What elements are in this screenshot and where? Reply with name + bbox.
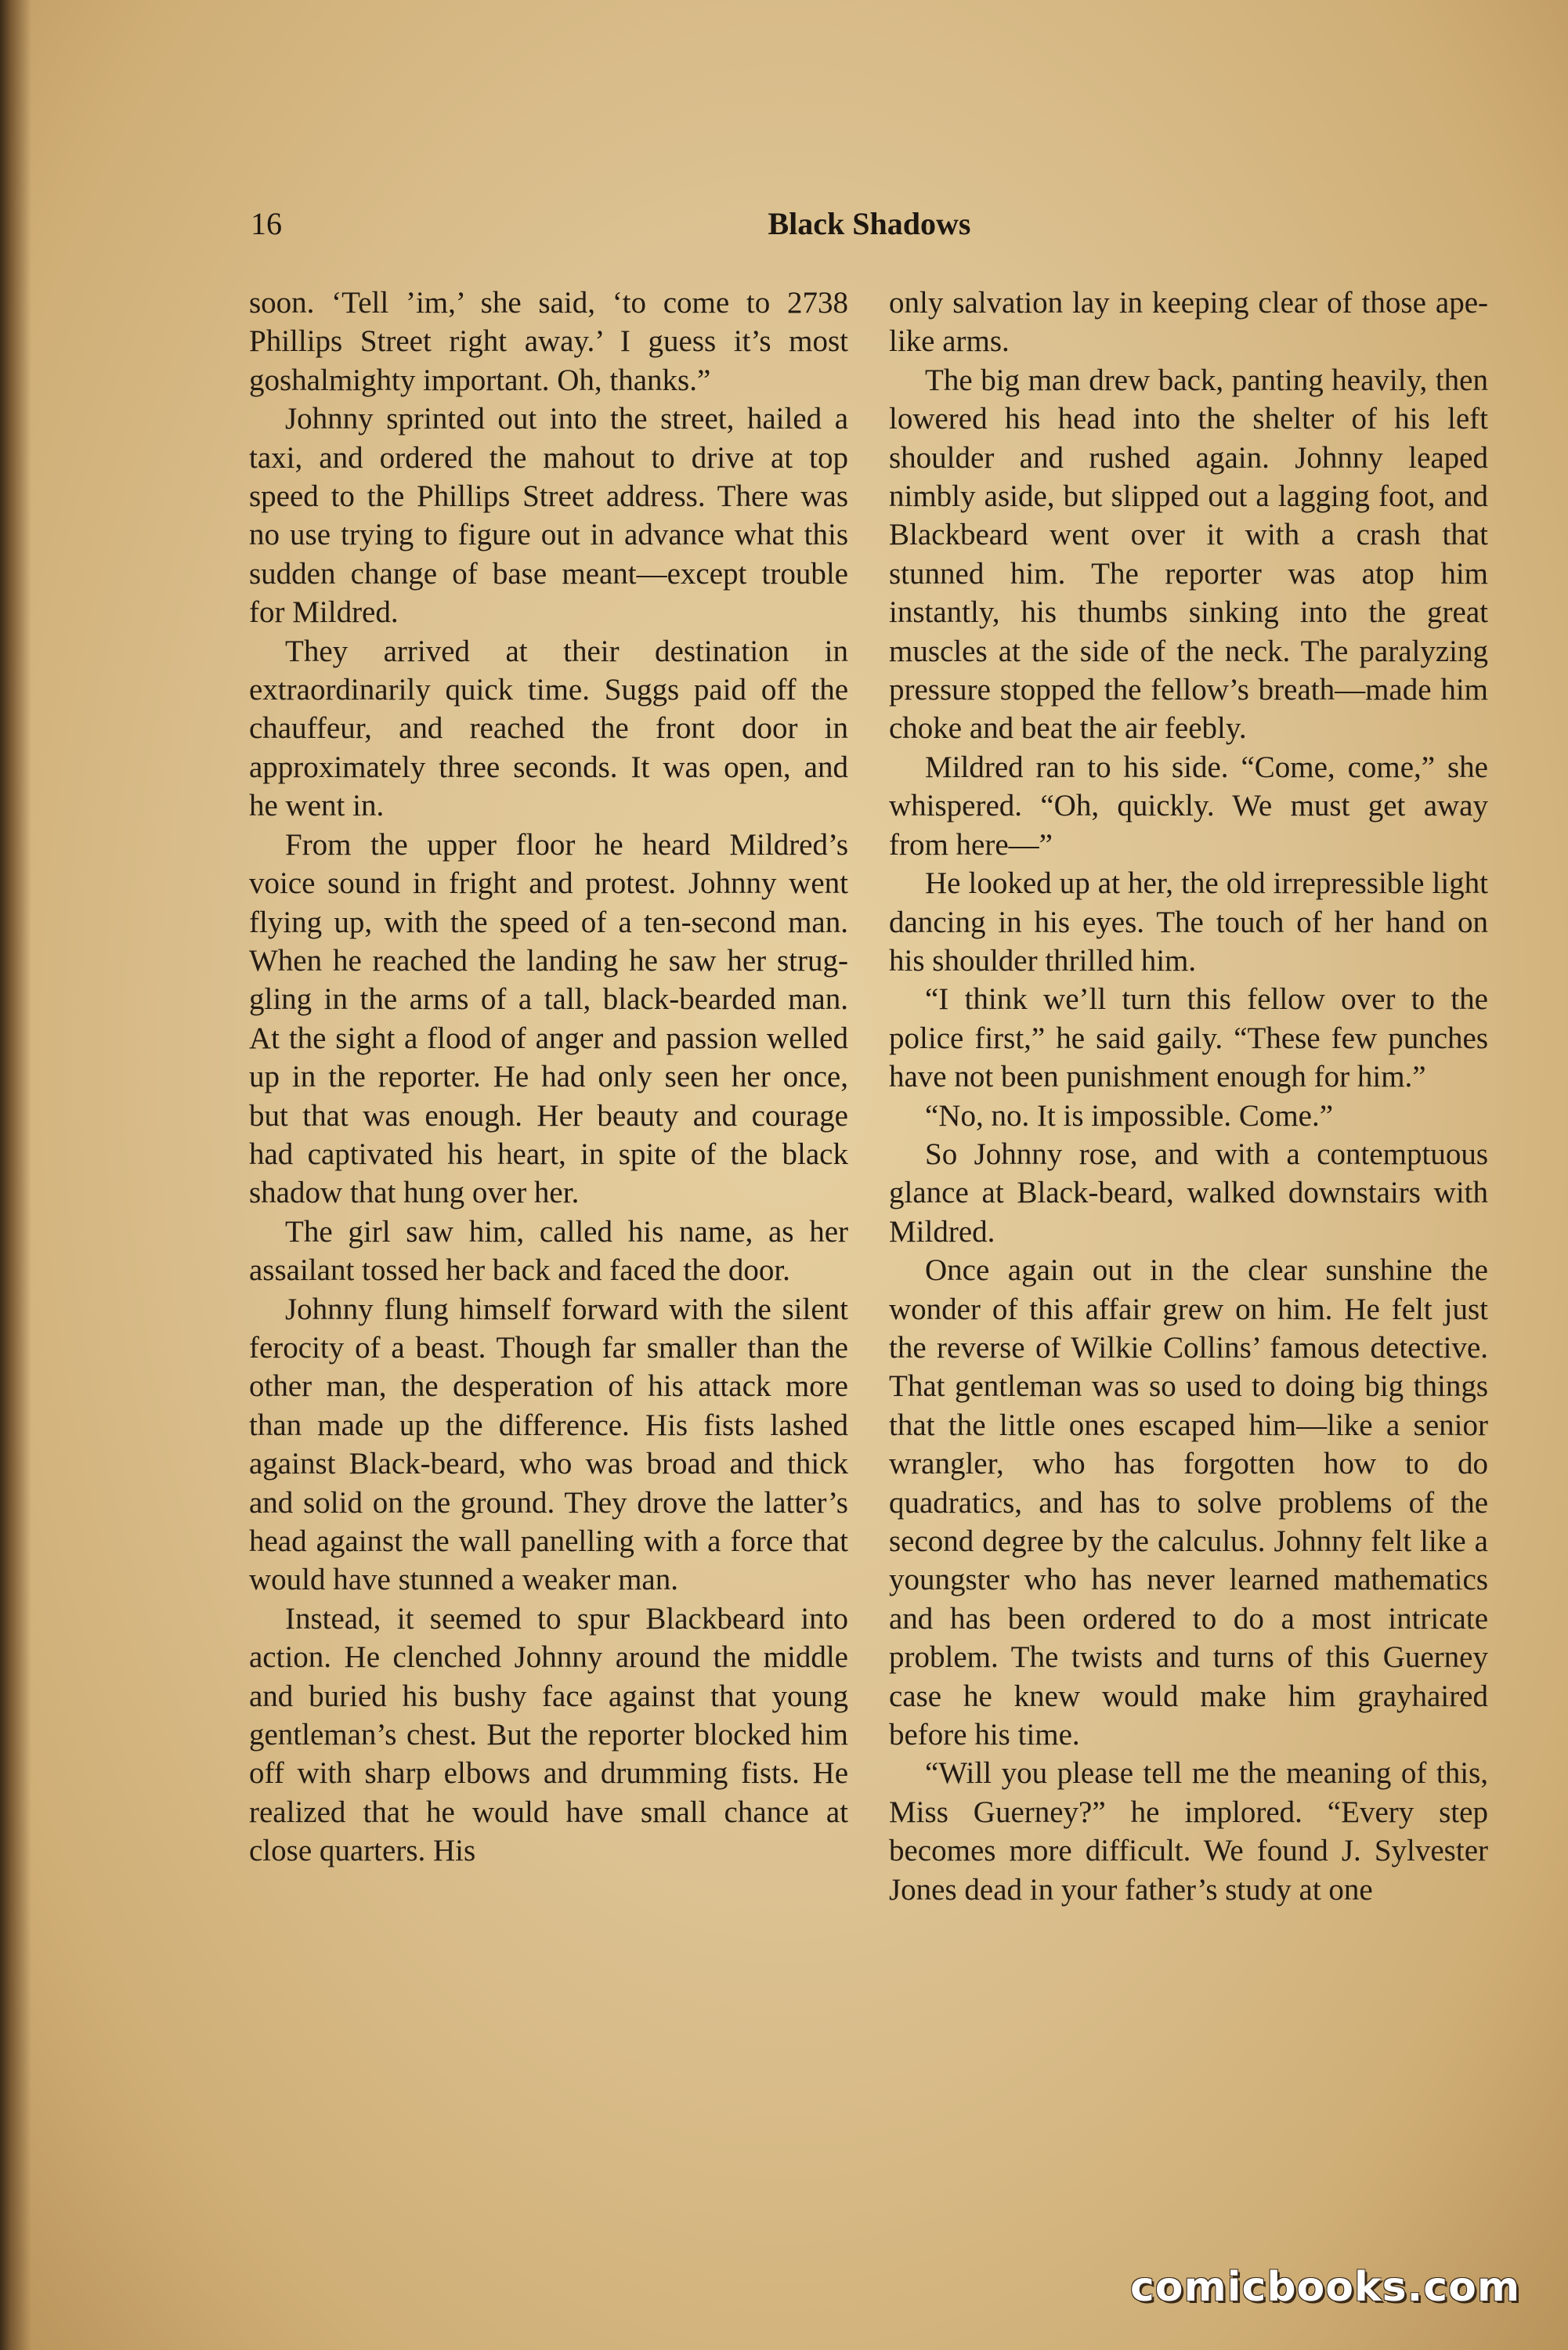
page-number: 16 <box>251 206 282 241</box>
paragraph: “I think we’ll turn this fellow over to the police first,” he said gaily. “These few punches have not been punishment enough for him.” <box>889 982 1488 1094</box>
paragraph: Instead, it seemed to spur Blackbeard into action. He clenched Johnny around the middle and buried his bushy face against that young gentleman’s chest. But the reporter blocked him off with sharp elbows and drumming fists. He realized that he would have small chance at close quarters. His <box>249 1601 848 1868</box>
paragraph: Johnny sprinted out into the street, hailed a taxi, and ordered the mahout to drive at top speed to the Phillips Street address. There was no use trying to figure out in advance what this sudden change of base meant—except trouble for Mildred. <box>249 402 848 630</box>
watermark: comicbooks.com <box>1129 2264 1521 2311</box>
paragraph: soon. ‘Tell ’im,’ she said, ‘to come to 2738 Phillips Street right away.’ I guess it’s most goshalmighty important. Oh, thanks.” <box>249 286 848 397</box>
running-head <box>251 205 1488 252</box>
paragraph: “No, no. It is impossible. Come.” <box>925 1098 1334 1133</box>
paragraph: Once again out in the clear sunshine the wonder of this affair grew on him. He felt just the reverse of Wilkie Collins’ famous detective. That gentleman was so used to doing big things that the little ones escaped him—like a senior wrangler, who has forgotten how to do quadratics, and has to solve problems of the second degree by the calculus. Johnny felt like a youngster who has never learned mathematics and has been ordered to do a most intricate problem. The twists and turns of this Guerney case he knew would make him grayhaired before his time. <box>889 1253 1488 1752</box>
left-column <box>249 284 848 1871</box>
paragraph: The big man drew back, panting heavily, then lowered his head into the shelter of his left shoulder and rushed again. Johnny leaped nimbly aside, but slipped out a lagging foot, and Blackbeard went over it with a crash that stunned him. The reporter was atop him instantly, his thumbs sinking into the great muscles at the side of the neck. The paralyzing pressure stopped the fellow’s breath—made him choke and beat the air feebly. <box>889 363 1488 746</box>
paragraph: “Will you please tell me the meaning of this, Miss Guerney?” he implored. “Every step becomes more difficult. We found J. Sylvester Jones dead in your father’s study at one <box>889 1756 1488 1907</box>
paragraph: Johnny flung himself forward with the silent ferocity of a beast. Though far smaller than the other man, the desperation of his attack more than made up the difference. His fists lashed against Black-beard, who was broad and thick and solid on the ground. They drove the latter’s head against the wall panelling with a force that would have stunned a weaker man. <box>249 1292 848 1597</box>
paragraph: From the upper floor he heard Mildred’s voice sound in fright and protest. Johnny went flying up, with the speed of a ten-second man. When he reached the landing he saw her struggling in the arms of a tall, black-bearded man. At the sight a flood of anger and passion welled up in the reporter. He had only seen her once, but that was enough. Her beauty and courage had captivated his heart, in spite of the black shadow that hung over her. <box>249 827 848 1210</box>
right-column <box>889 284 1488 1909</box>
paragraph: He looked up at her, the old irrepressible light dancing in his eyes. The touch of her hand on his shoulder thrilled him. <box>889 866 1488 978</box>
paragraph: only salvation lay in keeping clear of those ape-like arms. <box>889 286 1488 359</box>
paragraph: They arrived at their destination in extraordinarily quick time. Suggs paid off the chauffeur, and reached the front door in approximately three seconds. It was open, and he went in. <box>249 634 848 823</box>
binding-shadow <box>0 0 31 2350</box>
paragraph: Mildred ran to his side. “Come, come,” she whispered. “Oh, quickly. We must get away from here—” <box>889 750 1488 862</box>
book-title: Black Shadows <box>768 206 971 241</box>
paragraph: So Johnny rose, and with a contemptuous glance at Black-beard, walked downstairs with Mildred. <box>889 1137 1488 1249</box>
paragraph: The girl saw him, called his name, as her assailant tossed her back and faced the door. <box>249 1214 848 1288</box>
